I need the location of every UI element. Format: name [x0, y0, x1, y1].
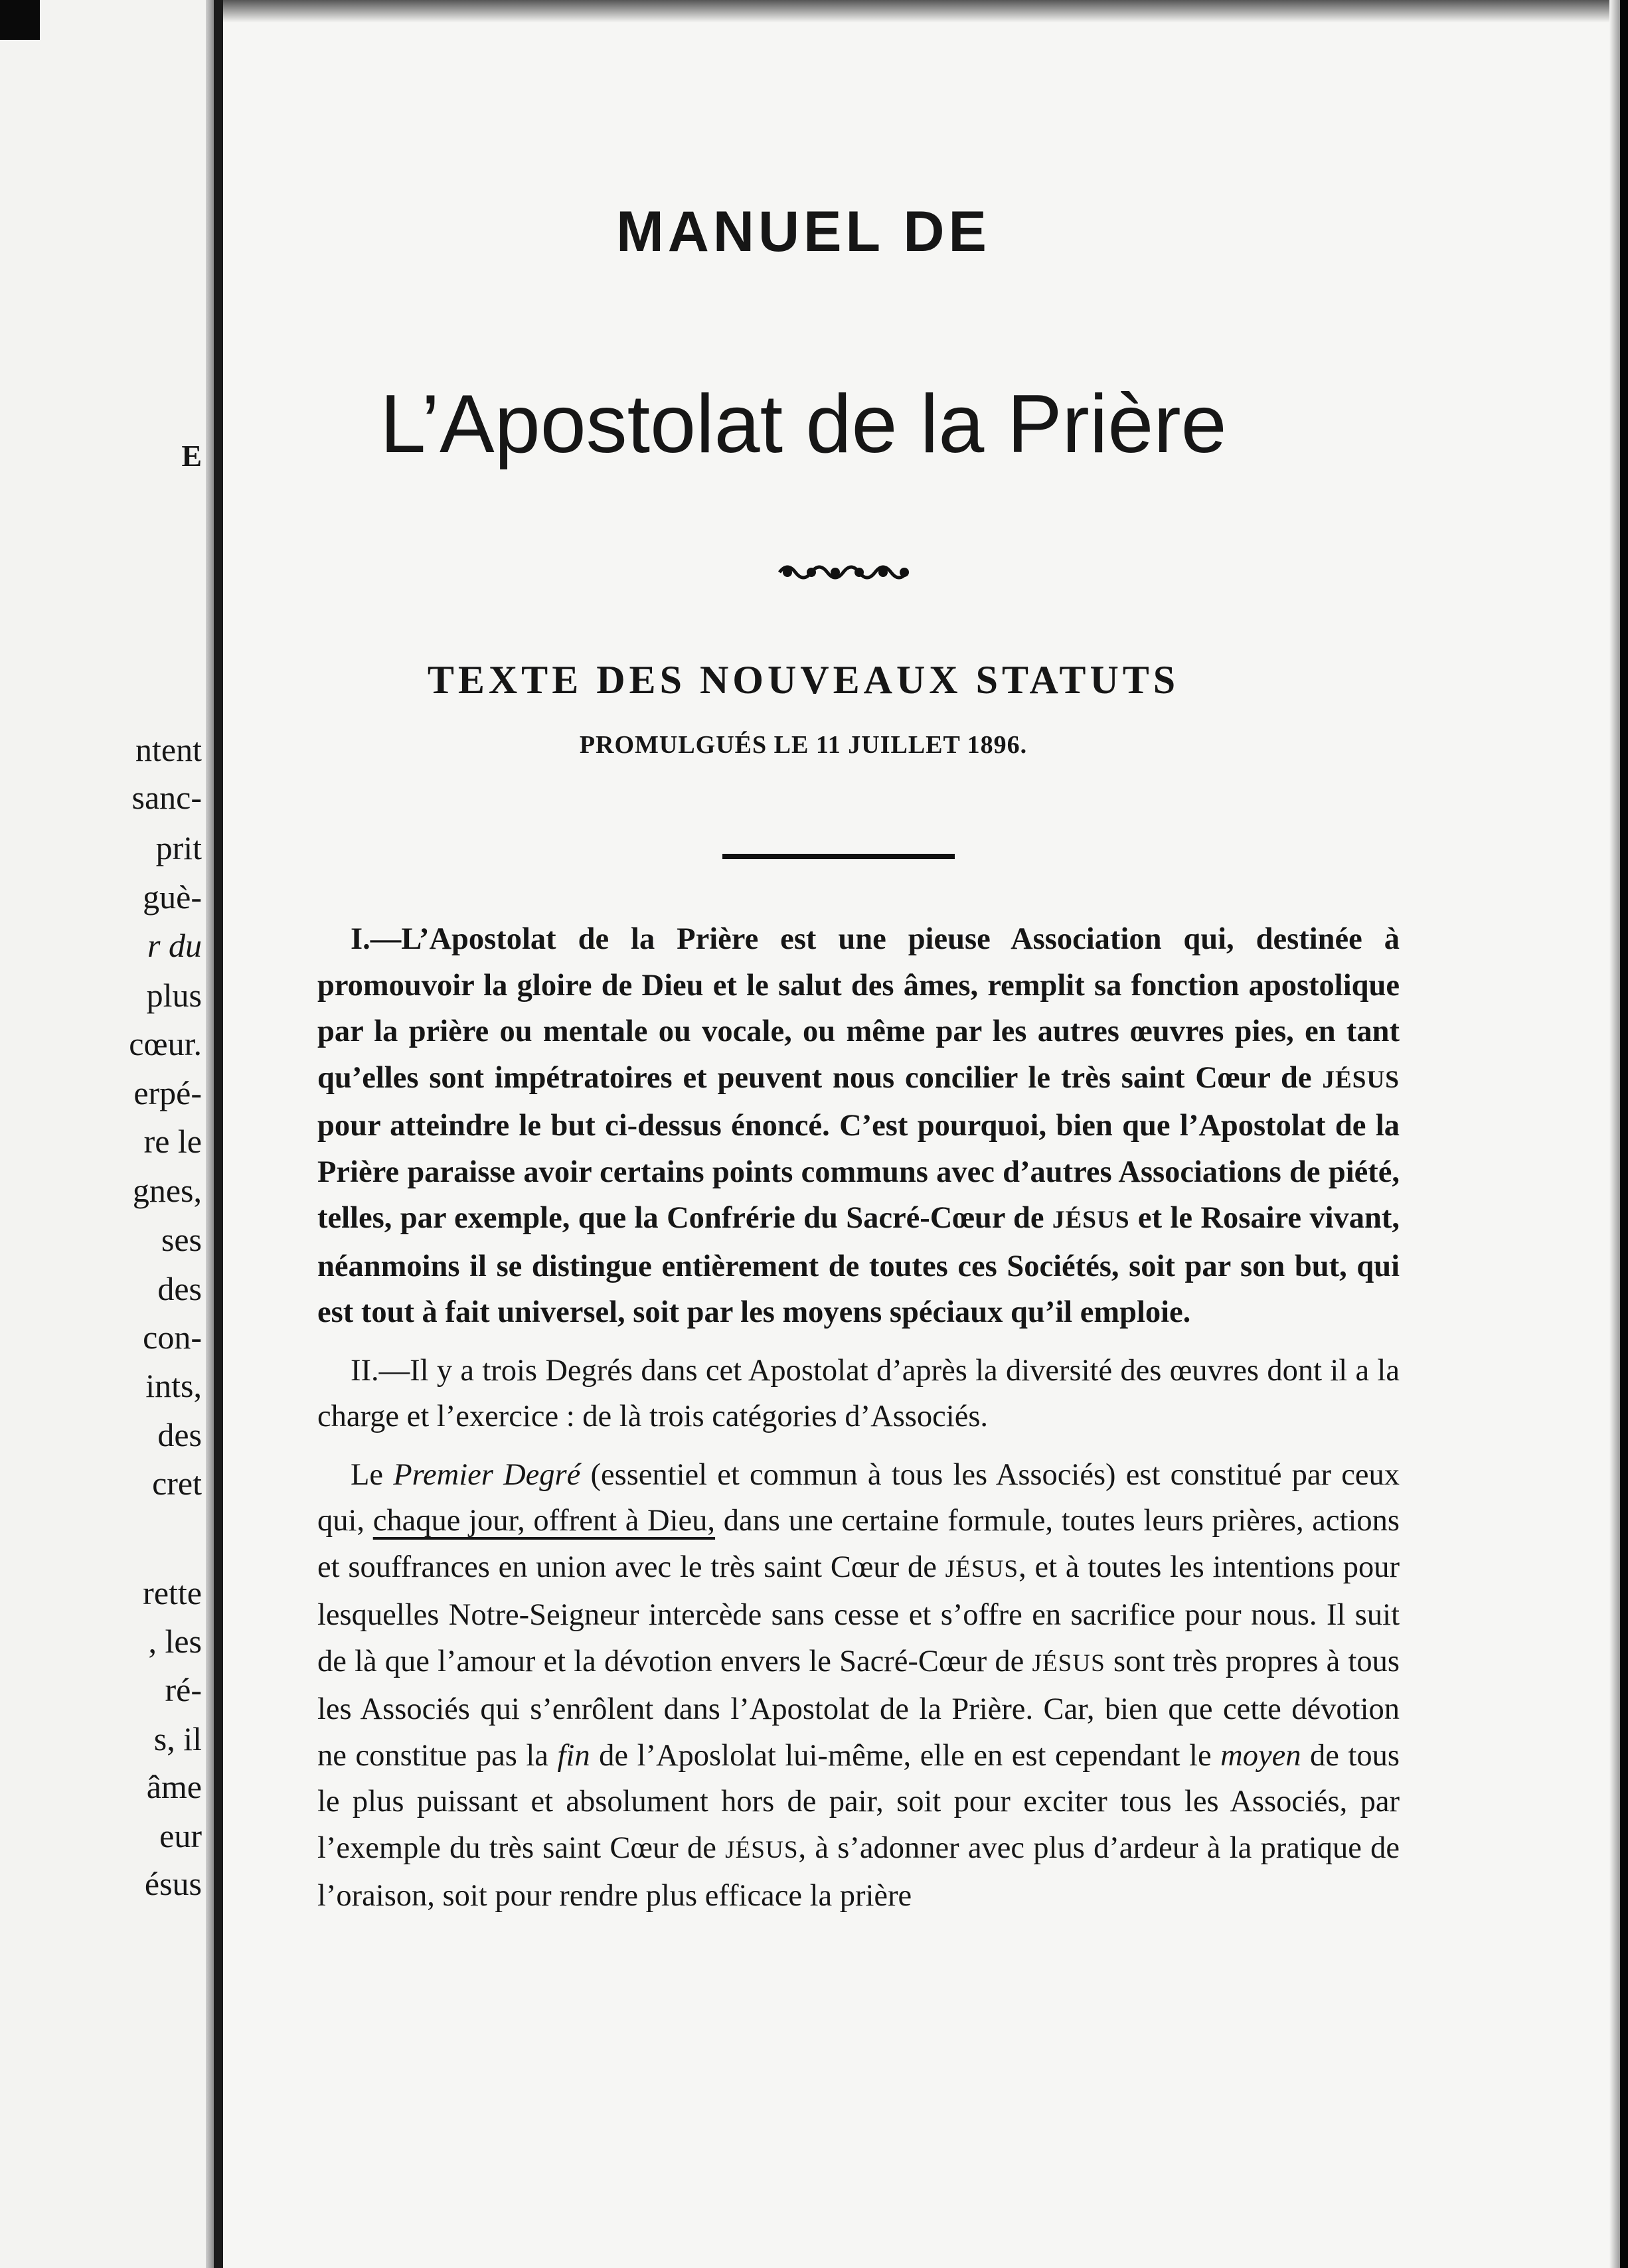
paragraph-premier-degre — [317, 1452, 1400, 1919]
article-1 — [317, 916, 1400, 1336]
horizontal-rule — [722, 854, 955, 859]
italic-term: fin — [557, 1738, 590, 1773]
article-1-text: I.—L’Apostolat de la Prière est une pieuse Association qui, destinée à promouvoir la gloire de Dieu et le salut des âmes, remplit sa fonction apostolique par la prière ou mentale ou vocale, ou même par les autres œuvres pies, en tant qu’elles sont impétratoires et peuvent nous concilier le très saint Cœur de — [317, 922, 1400, 1095]
left-text-fragment: cœur. — [129, 1025, 202, 1062]
left-text-fragment: E — [181, 439, 202, 473]
left-text-fragment: r du — [147, 927, 202, 964]
scan-corner — [0, 0, 40, 40]
italic-term: Premier Degré — [393, 1457, 581, 1492]
article-2: II.—Il y a trois Degrés dans cet Apostolat d’après la diversité des œuvres dont il a la charge et l’exercice : de là trois catégories d’Associés. — [317, 1353, 1400, 1433]
promulgation-date: PROMULGUÉS LE 11 JUILLET 1896. — [579, 731, 1028, 759]
paragraph-text: , et à toutes les intentions pour lesquelles Notre-Seigneur intercède sans cesse et s’offre en sacrifice pour nous. Il suit de là que l’amour et la dévotion envers le Sacré-Cœur de — [317, 1550, 1400, 1678]
left-text-fragment: ré- — [165, 1671, 202, 1708]
left-text-fragment: sanc- — [131, 779, 202, 816]
left-text-fragment: eur — [159, 1817, 202, 1854]
left-text-fragment: âme — [146, 1768, 202, 1805]
left-text-fragment: des — [157, 1416, 202, 1453]
left-text-fragment: ntent — [135, 731, 202, 768]
left-text-fragment: plus — [146, 977, 202, 1014]
left-text-fragment: prit — [155, 829, 202, 866]
paragraph-text: de tous le plus puissant et absolument hors de pair, soit pour exciter tous les Associés, par l’exemple du très saint Cœur de — [317, 1738, 1400, 1865]
book-gutter — [214, 0, 223, 2268]
left-text-fragment: , les — [148, 1623, 202, 1660]
small-caps-name: JÉSUS — [1052, 1206, 1130, 1234]
small-caps-name: JÉSUS — [945, 1555, 1019, 1583]
article-1-text: pour atteindre le but ci-dessus énoncé. C’est pourquoi, bien que l’Apostolat de la Prière paraisse avoir certains points communs avec d’autres Associations de piété, telles, par exemple, que la Confrérie du Sacré-Cœur de — [317, 1109, 1400, 1235]
left-text-fragment: ses — [161, 1221, 202, 1258]
left-page-fragment — [0, 0, 214, 2268]
left-text-fragment: guè- — [143, 878, 202, 916]
subtitle: TEXTE DES NOUVEAUX STATUTS — [427, 658, 1180, 702]
page-edge-shadow — [206, 0, 214, 2268]
small-caps-name: JÉSUS — [725, 1836, 799, 1864]
article-1-text: et le Rosaire vivant, néanmoins il se distingue entièrement de toutes ces Sociétés, soit par son but, qui est tout à fait universel, soit par les moyens spéciaux qu’il emploie. — [317, 1201, 1400, 1329]
left-text-fragment: con- — [143, 1319, 202, 1356]
small-caps-name: JÉSUS — [1322, 1066, 1400, 1094]
left-text-fragment: ésus — [144, 1865, 202, 1902]
small-caps-name: JÉSUS — [1032, 1649, 1105, 1677]
ornament-divider — [774, 558, 914, 587]
right-edge-shadow — [1609, 0, 1620, 2268]
left-text-fragment: ints, — [145, 1367, 202, 1404]
paragraph-text: dans une certaine formule, toutes leurs prières, actions et souffrances en union avec le très saint Cœur de — [317, 1504, 1400, 1584]
left-text-fragment: erpé- — [133, 1074, 202, 1111]
book-title: L’Apostolat de la Prière — [380, 378, 1227, 470]
italic-term: moyen — [1220, 1738, 1301, 1773]
paragraph-text: de l’Aposlolat lui-même, elle en est cependant le — [590, 1738, 1221, 1773]
paragraph-text: sont très propres à tous les Associés qui s’enrôlent dans l’Apostolat de la Prière. Car, bien que cette dévotion ne constitue pas la — [317, 1644, 1400, 1773]
paragraph-text: Le — [351, 1457, 394, 1492]
manuel-heading: MANUEL DE — [616, 200, 991, 264]
paragraph-text: (essentiel et commun à tous les Associés) est constitué par ceux qui, — [317, 1457, 1400, 1538]
top-edge-shadow — [223, 0, 1620, 23]
body-text — [317, 916, 1400, 1919]
left-text-fragment: re le — [143, 1123, 202, 1160]
paragraph-text: , à s’adonner avec plus d’ardeur à la pratique de l’oraison, soit pour rendre plus efficace la prière — [317, 1830, 1400, 1913]
left-text-fragment: gnes, — [132, 1172, 202, 1209]
underlined-phrase: chaque jour, offrent à Dieu, — [372, 1504, 716, 1538]
left-text-fragment: des — [157, 1270, 202, 1307]
left-text-fragment: rette — [143, 1574, 202, 1611]
left-text-fragment: cret — [152, 1465, 202, 1502]
left-text-fragment: s, il — [153, 1720, 202, 1757]
main-page — [223, 0, 1620, 2268]
